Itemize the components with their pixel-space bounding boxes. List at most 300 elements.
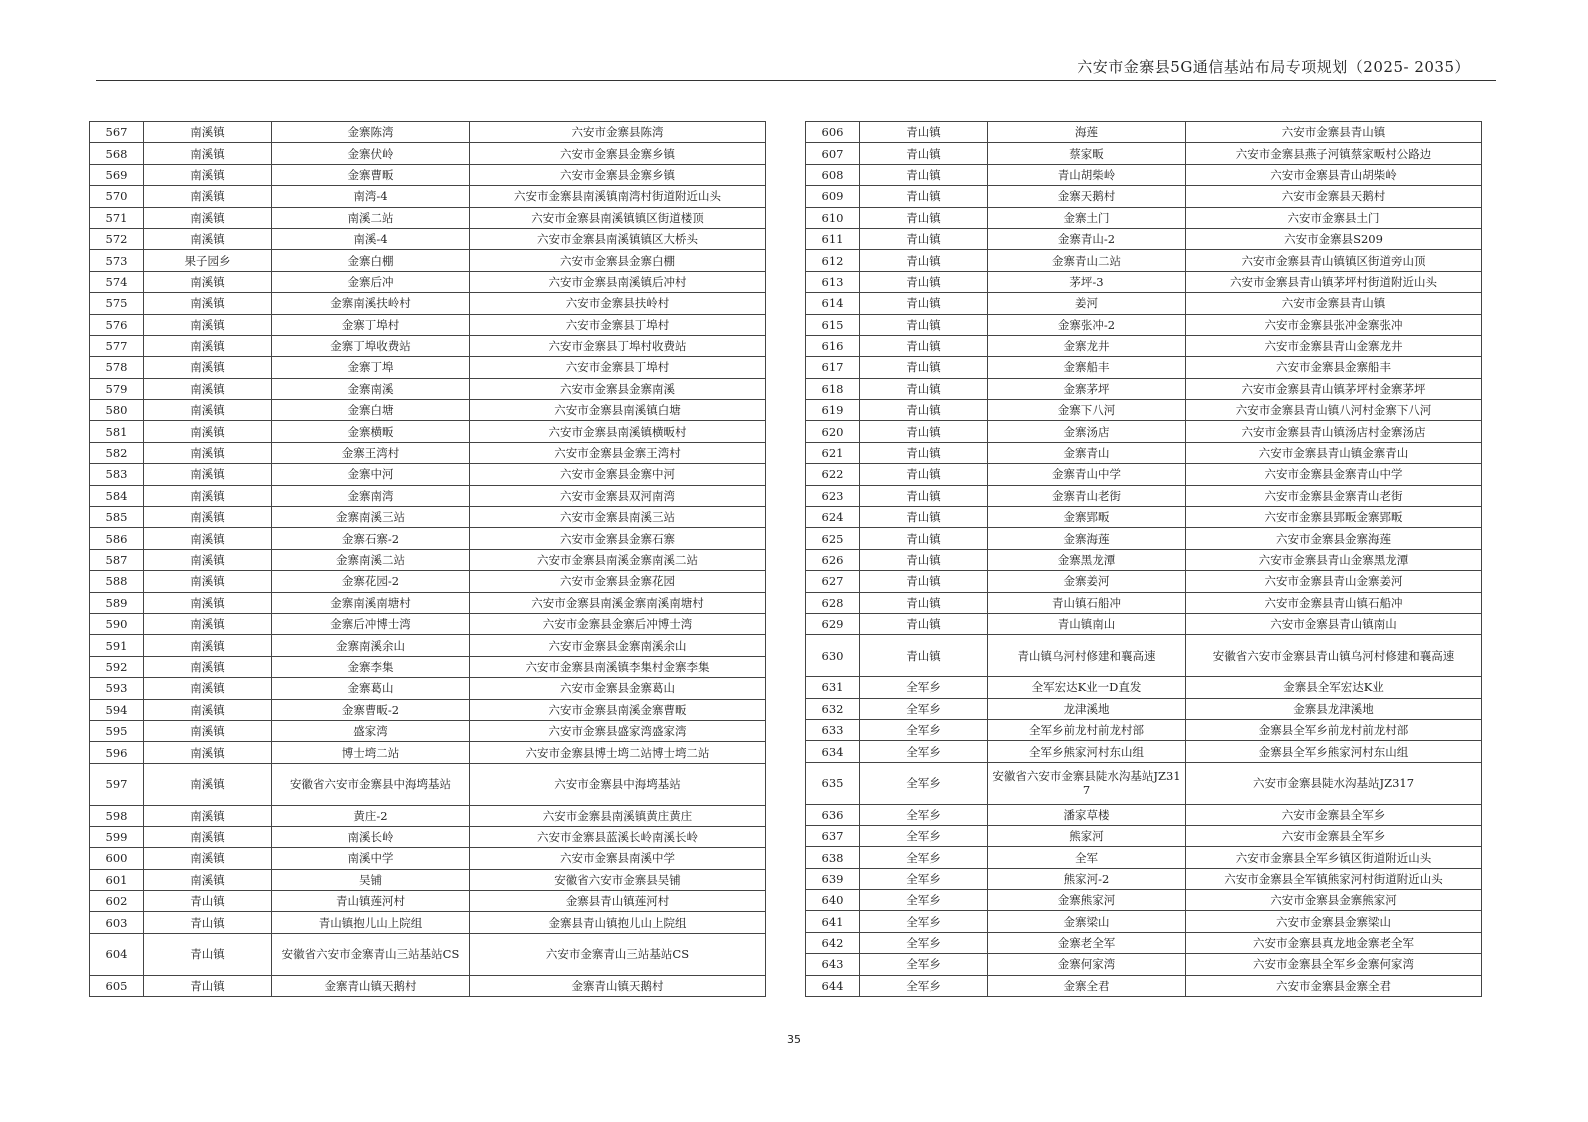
site-address-cell: 六安市金寨县南溪中学 — [470, 848, 766, 869]
site-index-cell: 626 — [806, 549, 860, 570]
site-address-cell: 六安市金寨县燕子河镇蔡家畈村公路边 — [1186, 143, 1482, 164]
table-row — [806, 890, 1482, 911]
site-name-cell: 安徽省六安市金寨县陡水沟基站JZ317 — [988, 762, 1186, 804]
site-index-cell: 583 — [90, 464, 144, 485]
site-address-cell: 六安市金寨县金寨梁山 — [1186, 911, 1482, 932]
site-name-cell: 金寨土门 — [988, 207, 1186, 228]
base-station-table-left — [89, 121, 766, 997]
township-cell: 南溪镇 — [144, 678, 272, 699]
site-index-cell: 616 — [806, 335, 860, 356]
township-cell: 南溪镇 — [144, 207, 272, 228]
township-cell: 全军乡 — [860, 847, 988, 868]
township-cell: 南溪镇 — [144, 143, 272, 164]
township-cell: 南溪镇 — [144, 763, 272, 805]
site-name-cell: 熊家河-2 — [988, 868, 1186, 889]
township-cell: 南溪镇 — [144, 592, 272, 613]
site-address-cell: 六安市金寨县金寨石寨 — [470, 528, 766, 549]
site-name-cell: 金寨南溪三站 — [272, 507, 470, 528]
site-address-cell: 六安市金寨县金寨青山老街 — [1186, 485, 1482, 506]
township-cell: 全军乡 — [860, 741, 988, 762]
site-index-cell: 607 — [806, 143, 860, 164]
township-cell: 南溪镇 — [144, 314, 272, 335]
site-index-cell: 619 — [806, 400, 860, 421]
site-index-cell: 630 — [806, 635, 860, 677]
table-row — [806, 250, 1482, 271]
township-cell: 青山镇 — [860, 186, 988, 207]
township-cell: 青山镇 — [860, 571, 988, 592]
township-cell: 全军乡 — [860, 719, 988, 740]
table-row — [90, 143, 766, 164]
site-address-cell: 六安市金寨县南溪镇白塘 — [470, 400, 766, 421]
site-name-cell: 金寨张冲-2 — [988, 314, 1186, 335]
township-cell: 青山镇 — [860, 549, 988, 570]
page-number: 35 — [787, 1033, 801, 1046]
site-name-cell: 青山镇乌河村修建和襄高速 — [988, 635, 1186, 677]
site-name-cell: 青山镇莲河村 — [272, 891, 470, 912]
site-address-cell: 六安市金寨县青山镇镇区街道旁山顶 — [1186, 250, 1482, 271]
site-address-cell: 六安市金寨县金寨南溪余山 — [470, 635, 766, 656]
site-name-cell: 盛家湾 — [272, 720, 470, 741]
site-index-cell: 622 — [806, 464, 860, 485]
site-name-cell: 金寨南溪二站 — [272, 549, 470, 570]
table-row — [806, 207, 1482, 228]
site-name-cell: 海莲 — [988, 122, 1186, 143]
table-row — [90, 720, 766, 741]
site-address-cell: 六安市金寨县金寨王湾村 — [470, 442, 766, 463]
site-address-cell: 六安市金寨县金寨乡镇 — [470, 164, 766, 185]
site-name-cell: 金寨青山镇天鹅村 — [272, 975, 470, 996]
table-row — [90, 250, 766, 271]
site-address-cell: 金寨县青山镇抱儿山上院组 — [470, 912, 766, 933]
site-name-cell: 金寨郢畈 — [988, 507, 1186, 528]
site-index-cell: 580 — [90, 400, 144, 421]
site-index-cell: 618 — [806, 378, 860, 399]
site-address-cell: 六安市金寨县扶岭村 — [470, 293, 766, 314]
site-index-cell: 575 — [90, 293, 144, 314]
table-row — [806, 847, 1482, 868]
township-cell: 青山镇 — [860, 592, 988, 613]
site-address-cell: 六安市金寨县天鹅村 — [1186, 186, 1482, 207]
site-name-cell: 金寨李集 — [272, 656, 470, 677]
site-name-cell: 金寨南溪扶岭村 — [272, 293, 470, 314]
site-index-cell: 594 — [90, 699, 144, 720]
township-cell: 全军乡 — [860, 804, 988, 825]
site-index-cell: 590 — [90, 613, 144, 634]
site-name-cell: 金寨姜河 — [988, 571, 1186, 592]
township-cell: 南溪镇 — [144, 805, 272, 826]
site-address-cell: 六安市金寨县青山金寨黑龙潭 — [1186, 549, 1482, 570]
township-cell: 青山镇 — [144, 933, 272, 975]
site-index-cell: 584 — [90, 485, 144, 506]
table-row — [90, 869, 766, 890]
township-cell: 果子园乡 — [144, 250, 272, 271]
site-address-cell: 六安市金寨县陡水沟基站JZ317 — [1186, 762, 1482, 804]
township-cell: 青山镇 — [860, 271, 988, 292]
table-row — [90, 507, 766, 528]
site-name-cell: 金寨花园-2 — [272, 571, 470, 592]
township-cell: 青山镇 — [860, 314, 988, 335]
site-name-cell: 金寨陈湾 — [272, 122, 470, 143]
site-name-cell: 金寨青山 — [988, 442, 1186, 463]
site-address-cell: 六安市金寨县金寨青山中学 — [1186, 464, 1482, 485]
site-index-cell: 624 — [806, 507, 860, 528]
table-row — [90, 699, 766, 720]
site-name-cell: 金寨天鹅村 — [988, 186, 1186, 207]
site-name-cell: 金寨南溪余山 — [272, 635, 470, 656]
site-address-cell: 六安市金寨县金寨花园 — [470, 571, 766, 592]
table-row — [806, 741, 1482, 762]
site-name-cell: 金寨丁埠 — [272, 357, 470, 378]
site-index-cell: 596 — [90, 742, 144, 763]
site-index-cell: 606 — [806, 122, 860, 143]
site-name-cell: 金寨后冲博士湾 — [272, 613, 470, 634]
site-name-cell: 熊家河 — [988, 825, 1186, 846]
township-cell: 青山镇 — [860, 250, 988, 271]
site-index-cell: 593 — [90, 678, 144, 699]
site-index-cell: 638 — [806, 847, 860, 868]
site-name-cell: 金寨汤店 — [988, 421, 1186, 442]
township-cell: 南溪镇 — [144, 656, 272, 677]
site-name-cell: 南溪长岭 — [272, 826, 470, 847]
table-row — [90, 378, 766, 399]
site-index-cell: 582 — [90, 442, 144, 463]
site-address-cell: 六安市金寨县蓝溪长岭南溪长岭 — [470, 826, 766, 847]
site-address-cell: 六安市金寨县南溪镇镇区大桥头 — [470, 228, 766, 249]
site-name-cell: 安徽省六安市金寨青山三站基站CS — [272, 933, 470, 975]
site-name-cell: 潘家草楼 — [988, 804, 1186, 825]
table-row — [90, 122, 766, 143]
site-index-cell: 570 — [90, 186, 144, 207]
table-row — [90, 678, 766, 699]
site-name-cell: 金寨青山中学 — [988, 464, 1186, 485]
township-cell: 全军乡 — [860, 868, 988, 889]
site-address-cell: 金寨县全军乡前龙村前龙村部 — [1186, 719, 1482, 740]
table-row — [90, 164, 766, 185]
site-name-cell: 金寨海莲 — [988, 528, 1186, 549]
site-address-cell: 金寨县全军宏达K业 — [1186, 677, 1482, 698]
site-address-cell: 六安市金寨县青山镇南山 — [1186, 613, 1482, 634]
site-index-cell: 576 — [90, 314, 144, 335]
township-cell: 南溪镇 — [144, 421, 272, 442]
table-row — [90, 421, 766, 442]
table-row — [90, 635, 766, 656]
township-cell: 南溪镇 — [144, 378, 272, 399]
site-address-cell: 六安市金寨县南溪金寨曹畈 — [470, 699, 766, 720]
site-name-cell: 南溪-4 — [272, 228, 470, 249]
site-name-cell: 金寨曹畈 — [272, 164, 470, 185]
site-index-cell: 609 — [806, 186, 860, 207]
site-address-cell: 六安市金寨青山三站基站CS — [470, 933, 766, 975]
table-row — [90, 207, 766, 228]
site-index-cell: 625 — [806, 528, 860, 549]
site-index-cell: 574 — [90, 271, 144, 292]
site-address-cell: 六安市金寨县丁埠村 — [470, 314, 766, 335]
township-cell: 南溪镇 — [144, 335, 272, 356]
site-index-cell: 595 — [90, 720, 144, 741]
township-cell: 青山镇 — [860, 207, 988, 228]
table-row — [90, 293, 766, 314]
site-address-cell: 六安市金寨县全军乡金寨何家湾 — [1186, 954, 1482, 975]
township-cell: 南溪镇 — [144, 507, 272, 528]
township-cell: 全军乡 — [860, 825, 988, 846]
site-index-cell: 643 — [806, 954, 860, 975]
table-row — [90, 228, 766, 249]
site-address-cell: 六安市金寨县金寨船丰 — [1186, 357, 1482, 378]
site-index-cell: 620 — [806, 421, 860, 442]
site-name-cell: 全军宏达K业一D直发 — [988, 677, 1186, 698]
base-station-table-right — [805, 121, 1482, 997]
site-name-cell: 茅坪-3 — [988, 271, 1186, 292]
table-row — [806, 804, 1482, 825]
site-index-cell: 641 — [806, 911, 860, 932]
table-row — [806, 122, 1482, 143]
site-address-cell: 六安市金寨县全军乡镇区街道附近山头 — [1186, 847, 1482, 868]
site-address-cell: 金寨县全军乡熊家河村东山组 — [1186, 741, 1482, 762]
site-index-cell: 628 — [806, 592, 860, 613]
site-index-cell: 602 — [90, 891, 144, 912]
site-name-cell: 金寨中河 — [272, 464, 470, 485]
table-row — [90, 592, 766, 613]
site-name-cell: 安徽省六安市金寨县中海塆基站 — [272, 763, 470, 805]
table-row — [90, 549, 766, 570]
site-address-cell: 六安市金寨县南溪镇李集村金寨李集 — [470, 656, 766, 677]
table-row — [806, 571, 1482, 592]
site-address-cell: 六安市金寨县金寨后冲博士湾 — [470, 613, 766, 634]
township-cell: 南溪镇 — [144, 613, 272, 634]
site-index-cell: 629 — [806, 613, 860, 634]
site-index-cell: 597 — [90, 763, 144, 805]
table-row — [806, 507, 1482, 528]
township-cell: 青山镇 — [860, 164, 988, 185]
site-name-cell: 全军 — [988, 847, 1186, 868]
township-cell: 南溪镇 — [144, 699, 272, 720]
site-index-cell: 621 — [806, 442, 860, 463]
township-cell: 青山镇 — [860, 442, 988, 463]
site-name-cell: 金寨船丰 — [988, 357, 1186, 378]
site-index-cell: 599 — [90, 826, 144, 847]
table-row — [806, 293, 1482, 314]
township-cell: 青山镇 — [860, 122, 988, 143]
site-index-cell: 578 — [90, 357, 144, 378]
site-address-cell: 六安市金寨县张冲金寨张冲 — [1186, 314, 1482, 335]
township-cell: 南溪镇 — [144, 848, 272, 869]
site-index-cell: 610 — [806, 207, 860, 228]
site-address-cell: 六安市金寨县全军乡 — [1186, 804, 1482, 825]
site-name-cell: 青山胡柴岭 — [988, 164, 1186, 185]
site-name-cell: 金寨下八河 — [988, 400, 1186, 421]
township-cell: 青山镇 — [860, 528, 988, 549]
site-address-cell: 六安市金寨县南溪金寨南溪南塘村 — [470, 592, 766, 613]
site-address-cell: 六安市金寨县郢畈金寨郢畈 — [1186, 507, 1482, 528]
site-index-cell: 600 — [90, 848, 144, 869]
site-index-cell: 639 — [806, 868, 860, 889]
site-name-cell: 南溪二站 — [272, 207, 470, 228]
site-index-cell: 585 — [90, 507, 144, 528]
site-address-cell: 六安市金寨县陈湾 — [470, 122, 766, 143]
site-address-cell: 六安市金寨县青山金寨姜河 — [1186, 571, 1482, 592]
site-name-cell: 蔡家畈 — [988, 143, 1186, 164]
site-index-cell: 587 — [90, 549, 144, 570]
site-index-cell: 572 — [90, 228, 144, 249]
site-name-cell: 金寨曹畈-2 — [272, 699, 470, 720]
table-row — [90, 186, 766, 207]
table-row — [806, 975, 1482, 996]
site-name-cell: 金寨南溪南塘村 — [272, 592, 470, 613]
township-cell: 青山镇 — [860, 293, 988, 314]
site-index-cell: 603 — [90, 912, 144, 933]
page-header-title: 六安市金寨县5G通信基站布局专项规划（2025- 2035） — [1077, 58, 1470, 76]
township-cell: 南溪镇 — [144, 357, 272, 378]
site-index-cell: 623 — [806, 485, 860, 506]
site-name-cell: 金寨丁埠村 — [272, 314, 470, 335]
site-address-cell: 六安市金寨县青山镇茅坪村街道附近山头 — [1186, 271, 1482, 292]
site-address-cell: 六安市金寨县盛家湾盛家湾 — [470, 720, 766, 741]
township-cell: 全军乡 — [860, 975, 988, 996]
township-cell: 南溪镇 — [144, 635, 272, 656]
site-name-cell: 金寨南湾 — [272, 485, 470, 506]
township-cell: 南溪镇 — [144, 271, 272, 292]
site-address-cell: 六安市金寨县青山镇八河村金寨下八河 — [1186, 400, 1482, 421]
table-row — [806, 421, 1482, 442]
site-address-cell: 六安市金寨县真龙地金寨老全军 — [1186, 932, 1482, 953]
table-row — [806, 762, 1482, 804]
township-cell: 青山镇 — [144, 975, 272, 996]
site-address-cell: 安徽省六安市金寨县青山镇乌河村修建和襄高速 — [1186, 635, 1482, 677]
township-cell: 南溪镇 — [144, 464, 272, 485]
township-cell: 南溪镇 — [144, 485, 272, 506]
site-address-cell: 六安市金寨县南溪金寨南溪二站 — [470, 549, 766, 570]
table-row — [90, 335, 766, 356]
site-address-cell: 六安市金寨县青山镇金寨青山 — [1186, 442, 1482, 463]
township-cell: 南溪镇 — [144, 164, 272, 185]
township-cell: 青山镇 — [860, 228, 988, 249]
township-cell: 南溪镇 — [144, 228, 272, 249]
site-index-cell: 642 — [806, 932, 860, 953]
township-cell: 青山镇 — [144, 912, 272, 933]
township-cell: 全军乡 — [860, 698, 988, 719]
site-index-cell: 569 — [90, 164, 144, 185]
township-cell: 全军乡 — [860, 954, 988, 975]
table-row — [806, 271, 1482, 292]
table-row — [806, 442, 1482, 463]
table-row — [90, 848, 766, 869]
site-name-cell: 金寨南溪 — [272, 378, 470, 399]
table-row — [806, 592, 1482, 613]
site-name-cell: 姜河 — [988, 293, 1186, 314]
site-index-cell: 612 — [806, 250, 860, 271]
table-row — [90, 805, 766, 826]
site-address-cell: 六安市金寨县金寨白棚 — [470, 250, 766, 271]
site-name-cell: 青山镇南山 — [988, 613, 1186, 634]
site-index-cell: 631 — [806, 677, 860, 698]
site-name-cell: 金寨黑龙潭 — [988, 549, 1186, 570]
site-address-cell: 六安市金寨县丁埠村收费站 — [470, 335, 766, 356]
table-row — [90, 528, 766, 549]
table-row — [806, 635, 1482, 677]
site-address-cell: 六安市金寨县博士塆二站博士塆二站 — [470, 742, 766, 763]
site-address-cell: 六安市金寨县青山镇石船冲 — [1186, 592, 1482, 613]
township-cell: 南溪镇 — [144, 400, 272, 421]
table-row — [90, 763, 766, 805]
table-row — [806, 186, 1482, 207]
site-index-cell: 601 — [90, 869, 144, 890]
site-address-cell: 金寨县青山镇莲河村 — [470, 891, 766, 912]
site-index-cell: 614 — [806, 293, 860, 314]
site-name-cell: 龙津溪地 — [988, 698, 1186, 719]
table-row — [90, 975, 766, 996]
site-index-cell: 586 — [90, 528, 144, 549]
site-index-cell: 608 — [806, 164, 860, 185]
site-address-cell: 六安市金寨县金寨熊家河 — [1186, 890, 1482, 911]
site-index-cell: 615 — [806, 314, 860, 335]
site-address-cell: 六安市金寨县青山镇汤店村金寨汤店 — [1186, 421, 1482, 442]
site-index-cell: 567 — [90, 122, 144, 143]
site-index-cell: 598 — [90, 805, 144, 826]
site-name-cell: 金寨青山-2 — [988, 228, 1186, 249]
site-address-cell: 六安市金寨县青山镇 — [1186, 293, 1482, 314]
site-address-cell: 六安市金寨县金寨葛山 — [470, 678, 766, 699]
site-address-cell: 六安市金寨县金寨全君 — [1186, 975, 1482, 996]
site-index-cell: 592 — [90, 656, 144, 677]
table-row — [806, 911, 1482, 932]
table-row — [806, 400, 1482, 421]
site-address-cell: 六安市金寨县S209 — [1186, 228, 1482, 249]
site-name-cell: 金寨全君 — [988, 975, 1186, 996]
site-name-cell: 金寨伏岭 — [272, 143, 470, 164]
site-index-cell: 571 — [90, 207, 144, 228]
site-index-cell: 568 — [90, 143, 144, 164]
table-row — [90, 613, 766, 634]
site-name-cell: 全军乡熊家河村东山组 — [988, 741, 1186, 762]
site-address-cell: 六安市金寨县青山镇 — [1186, 122, 1482, 143]
table-row — [90, 742, 766, 763]
township-cell: 青山镇 — [860, 507, 988, 528]
site-index-cell: 644 — [806, 975, 860, 996]
site-index-cell: 605 — [90, 975, 144, 996]
table-row — [90, 891, 766, 912]
site-index-cell: 635 — [806, 762, 860, 804]
table-row — [806, 549, 1482, 570]
township-cell: 南溪镇 — [144, 293, 272, 314]
township-cell: 青山镇 — [860, 400, 988, 421]
table-row — [806, 825, 1482, 846]
site-address-cell: 六安市金寨县青山胡柴岭 — [1186, 164, 1482, 185]
site-index-cell: 634 — [806, 741, 860, 762]
site-index-cell: 611 — [806, 228, 860, 249]
table-row — [806, 698, 1482, 719]
site-name-cell: 金寨梁山 — [988, 911, 1186, 932]
site-address-cell: 六安市金寨县南溪镇镇区街道楼顶 — [470, 207, 766, 228]
township-cell: 青山镇 — [860, 613, 988, 634]
site-name-cell: 南溪中学 — [272, 848, 470, 869]
site-address-cell: 六安市金寨县中海塆基站 — [470, 763, 766, 805]
site-name-cell: 金寨老全军 — [988, 932, 1186, 953]
table-row — [90, 485, 766, 506]
site-address-cell: 六安市金寨县金寨中河 — [470, 464, 766, 485]
table-row — [90, 464, 766, 485]
table-row — [90, 656, 766, 677]
site-name-cell: 南湾-4 — [272, 186, 470, 207]
site-index-cell: 581 — [90, 421, 144, 442]
township-cell: 青山镇 — [860, 635, 988, 677]
township-cell: 南溪镇 — [144, 528, 272, 549]
table-row — [90, 357, 766, 378]
table-row — [806, 528, 1482, 549]
site-index-cell: 640 — [806, 890, 860, 911]
site-address-cell: 六安市金寨县金寨乡镇 — [470, 143, 766, 164]
township-cell: 南溪镇 — [144, 826, 272, 847]
site-name-cell: 青山镇抱儿山上院组 — [272, 912, 470, 933]
